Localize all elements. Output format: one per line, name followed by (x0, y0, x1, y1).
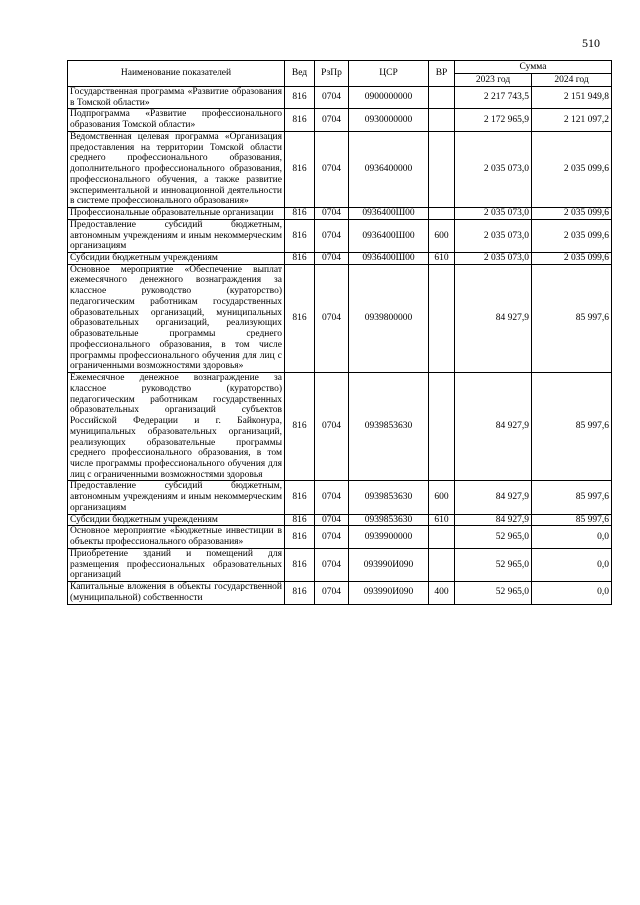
csr-code: 0936400Ш00 (349, 253, 429, 265)
rzpr-code: 0704 (315, 109, 349, 131)
header-csr: ЦСР (349, 61, 429, 87)
vr-code: 400 (429, 582, 455, 604)
vr-code (429, 208, 455, 220)
page-number: 510 (582, 36, 600, 50)
csr-code: 0936400Ш00 (349, 208, 429, 220)
vr-code (429, 87, 455, 109)
amount-2023: 84 927,9 (455, 373, 532, 481)
table-row (68, 582, 612, 604)
amount-2024: 2 151 949,8 (532, 87, 612, 109)
indicator-name: Предоставление субсидий бюджетным, автономным учреждениям и иным некоммерческим организациям (68, 481, 285, 514)
amount-2024: 0,0 (532, 548, 612, 581)
amount-2023: 2 217 743,5 (455, 87, 532, 109)
ved-code: 816 (285, 109, 315, 131)
indicator-name: Субсидии бюджетным учреждениям (68, 253, 285, 265)
csr-code: 0936400Ш00 (349, 219, 429, 252)
table-row (68, 548, 612, 581)
rzpr-code: 0704 (315, 87, 349, 109)
rzpr-code: 0704 (315, 582, 349, 604)
ved-code: 816 (285, 582, 315, 604)
header-year-2024: 2024 год (532, 74, 612, 87)
table-row (68, 481, 612, 514)
header-rzpr: РзПр (315, 61, 349, 87)
csr-code: 093990И090 (349, 582, 429, 604)
ved-code: 816 (285, 264, 315, 372)
table-row (68, 87, 612, 109)
table-row (68, 219, 612, 252)
budget-table (67, 60, 612, 605)
amount-2023: 2 035 073,0 (455, 208, 532, 220)
amount-2024: 2 035 099,6 (532, 208, 612, 220)
amount-2023: 84 927,9 (455, 481, 532, 514)
vr-code (429, 264, 455, 372)
vr-code (429, 109, 455, 131)
amount-2024: 2 035 099,6 (532, 131, 612, 207)
header-vr: ВР (429, 61, 455, 87)
csr-code: 0939853630 (349, 481, 429, 514)
vr-code (429, 526, 455, 548)
header-name: Наименование показателей (68, 61, 285, 87)
rzpr-code: 0704 (315, 264, 349, 372)
table-body (68, 87, 612, 605)
ved-code: 816 (285, 514, 315, 526)
rzpr-code: 0704 (315, 219, 349, 252)
csr-code: 0939900000 (349, 526, 429, 548)
indicator-name: Подпрограмма «Развитие профессионального образования Томской области» (68, 109, 285, 131)
ved-code: 816 (285, 208, 315, 220)
vr-code: 610 (429, 514, 455, 526)
vr-code: 600 (429, 219, 455, 252)
header-sum: Сумма (455, 61, 612, 74)
amount-2023: 84 927,9 (455, 264, 532, 372)
header-row (68, 61, 612, 74)
indicator-name: Предоставление субсидий бюджетным, автономным учреждениям и иным некоммерческим организациям (68, 219, 285, 252)
header-ved: Вед (285, 61, 315, 87)
amount-2023: 52 965,0 (455, 526, 532, 548)
indicator-name: Капитальные вложения в объекты государственной (муниципальной) собственности (68, 582, 285, 604)
csr-code: 0900000000 (349, 87, 429, 109)
amount-2023: 52 965,0 (455, 582, 532, 604)
amount-2023: 84 927,9 (455, 514, 532, 526)
amount-2024: 2 035 099,6 (532, 253, 612, 265)
ved-code: 816 (285, 481, 315, 514)
vr-code: 610 (429, 253, 455, 265)
indicator-name: Основное мероприятие «Бюджетные инвестиции в объекты профессионального образования» (68, 526, 285, 548)
table-row (68, 373, 612, 481)
table-row (68, 131, 612, 207)
rzpr-code: 0704 (315, 526, 349, 548)
amount-2024: 0,0 (532, 526, 612, 548)
rzpr-code: 0704 (315, 481, 349, 514)
ved-code: 816 (285, 87, 315, 109)
ved-code: 816 (285, 548, 315, 581)
ved-code: 816 (285, 526, 315, 548)
ved-code: 816 (285, 219, 315, 252)
rzpr-code: 0704 (315, 373, 349, 481)
rzpr-code: 0704 (315, 514, 349, 526)
vr-code: 600 (429, 481, 455, 514)
table-row (68, 208, 612, 220)
vr-code (429, 373, 455, 481)
table-row (68, 109, 612, 131)
csr-code: 0939853630 (349, 514, 429, 526)
vr-code (429, 548, 455, 581)
indicator-name: Ежемесячное денежное вознаграждение за классное руководство (кураторство) педагогическим работникам государственных образовательных организаций субъектов Российской Федерации и г. Байконура, муниципальных образовательных организаций, реализующих образовательные программы среднего профессионального образования, в том числе программы профессионального обучения для лиц с ограниченными возможностями здоровья (68, 373, 285, 481)
table-row (68, 264, 612, 372)
rzpr-code: 0704 (315, 548, 349, 581)
csr-code: 0939853630 (349, 373, 429, 481)
csr-code: 0930000000 (349, 109, 429, 131)
amount-2024: 85 997,6 (532, 264, 612, 372)
rzpr-code: 0704 (315, 253, 349, 265)
indicator-name: Основное мероприятие «Обеспечение выплат ежемесячного денежного вознаграждения за классное руководство (кураторство) педагогическим работникам государственных образовательных организаций, муниципальных образовательных организаций, реализующих образовательные программы среднего профессионального образования, в том числе программы профессионального обучения для лиц с ограниченными возможностями здоровья» (68, 264, 285, 372)
indicator-name: Субсидии бюджетным учреждениям (68, 514, 285, 526)
ved-code: 816 (285, 253, 315, 265)
amount-2023: 2 172 965,9 (455, 109, 532, 131)
amount-2024: 0,0 (532, 582, 612, 604)
csr-code: 0936400000 (349, 131, 429, 207)
csr-code: 093990И090 (349, 548, 429, 581)
indicator-name: Профессиональные образовательные организации (68, 208, 285, 220)
vr-code (429, 131, 455, 207)
indicator-name: Ведомственная целевая программа «Организация предоставления на территории Томской области среднего профессионального образования, дополнительного профессионального образования, профессионального обучения, а также развитие экспериментальной и инновационной деятельности в системе профессионального образования» (68, 131, 285, 207)
table-row (68, 526, 612, 548)
table-row (68, 514, 612, 526)
ved-code: 816 (285, 373, 315, 481)
amount-2024: 85 997,6 (532, 373, 612, 481)
amount-2024: 2 121 097,2 (532, 109, 612, 131)
header-year-2023: 2023 год (455, 74, 532, 87)
amount-2023: 2 035 073,0 (455, 219, 532, 252)
amount-2023: 2 035 073,0 (455, 131, 532, 207)
csr-code: 0939800000 (349, 264, 429, 372)
amount-2023: 52 965,0 (455, 548, 532, 581)
rzpr-code: 0704 (315, 131, 349, 207)
amount-2023: 2 035 073,0 (455, 253, 532, 265)
ved-code: 816 (285, 131, 315, 207)
indicator-name: Государственная программа «Развитие образования в Томской области» (68, 87, 285, 109)
amount-2024: 85 997,6 (532, 514, 612, 526)
amount-2024: 2 035 099,6 (532, 219, 612, 252)
table-row (68, 253, 612, 265)
amount-2024: 85 997,6 (532, 481, 612, 514)
indicator-name: Приобретение зданий и помещений для размещения профессиональных образовательных организаций (68, 548, 285, 581)
rzpr-code: 0704 (315, 208, 349, 220)
